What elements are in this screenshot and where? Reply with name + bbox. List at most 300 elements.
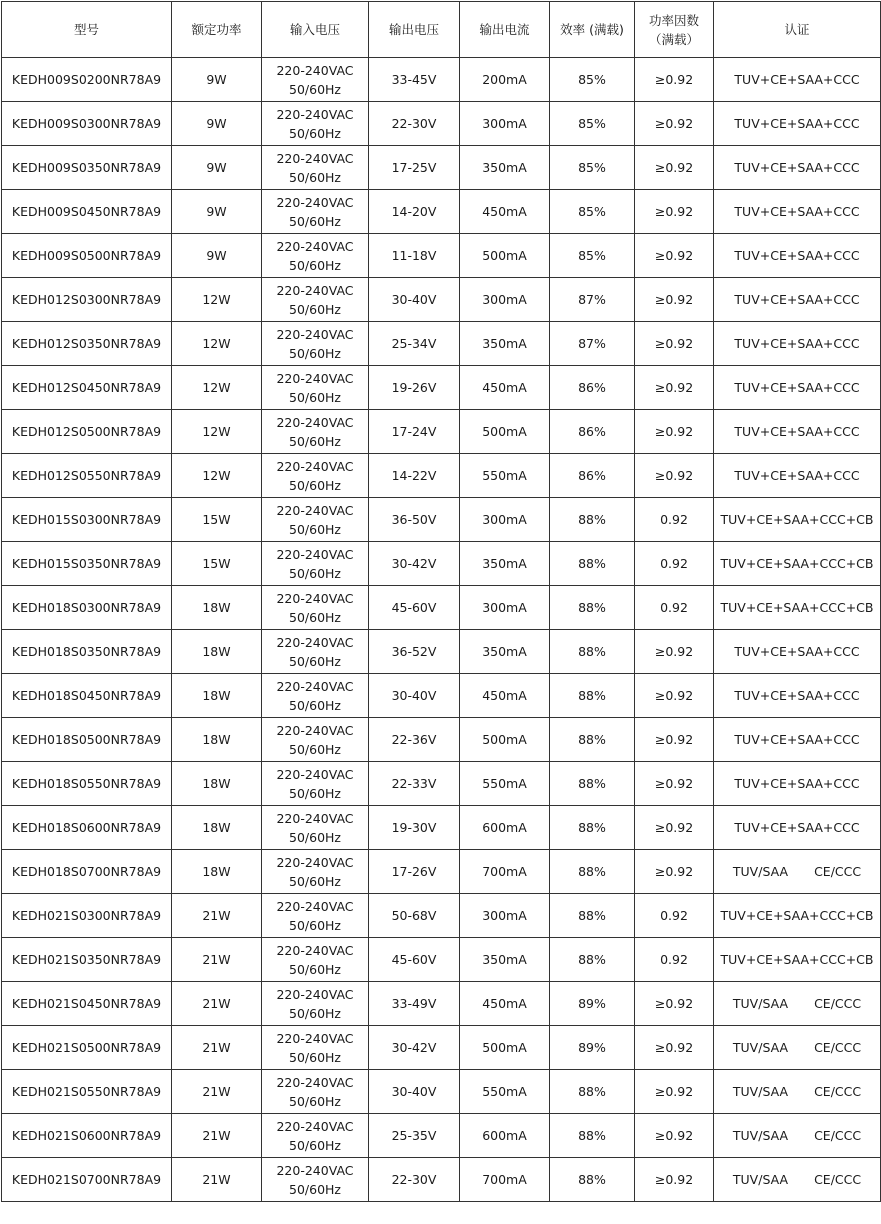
power-factor-cell: ≥0.92 — [635, 718, 714, 762]
rated-power-cell: 9W — [172, 190, 262, 234]
certification-part-a: TUV/SAA — [732, 864, 789, 879]
certification-part-a: TUV/SAA — [732, 1172, 789, 1187]
header-power-factor-line2: （满载） — [648, 31, 699, 47]
certification-part-a: TUV/SAA — [732, 996, 789, 1011]
output-current-cell: 450mA — [460, 674, 550, 718]
output-current-cell: 500mA — [460, 1026, 550, 1070]
rated-power-cell: 12W — [172, 322, 262, 366]
certification-part-b: CE/CCC — [814, 1172, 862, 1187]
input-voltage-line2: 50/60Hz — [289, 1137, 341, 1153]
power-factor-cell: 0.92 — [635, 894, 714, 938]
input-voltage-line1: 220-240VAC — [276, 1030, 354, 1046]
input-voltage-line1: 220-240VAC — [276, 106, 354, 122]
power-factor-cell: ≥0.92 — [635, 322, 714, 366]
rated-power-cell: 18W — [172, 674, 262, 718]
table-row — [2, 102, 881, 146]
certification-cell: TUV+CE+SAA+CCC — [714, 278, 881, 322]
input-voltage-line2: 50/60Hz — [289, 213, 341, 229]
rated-power-cell: 18W — [172, 718, 262, 762]
model-cell: KEDH018S0350NR78A9 — [2, 630, 172, 674]
table-row — [2, 1070, 881, 1114]
output-voltage-cell: 30-40V — [369, 278, 460, 322]
efficiency-cell: 87% — [550, 278, 635, 322]
output-voltage-cell: 14-22V — [369, 454, 460, 498]
input-voltage-cell — [262, 498, 369, 542]
efficiency-cell: 88% — [550, 894, 635, 938]
certification-cell: TUV+CE+SAA+CCC+CB — [714, 938, 881, 982]
output-voltage-cell: 30-40V — [369, 1070, 460, 1114]
input-voltage-line1: 220-240VAC — [276, 370, 354, 386]
output-voltage-cell: 25-35V — [369, 1114, 460, 1158]
output-current-cell: 350mA — [460, 542, 550, 586]
power-factor-cell: ≥0.92 — [635, 850, 714, 894]
input-voltage-cell — [262, 102, 369, 146]
input-voltage-line1: 220-240VAC — [276, 502, 354, 518]
output-voltage-cell: 19-26V — [369, 366, 460, 410]
output-current-cell: 450mA — [460, 190, 550, 234]
rated-power-cell: 9W — [172, 58, 262, 102]
certification-cell: TUV+CE+SAA+CCC — [714, 58, 881, 102]
output-voltage-cell: 22-30V — [369, 1158, 460, 1202]
output-voltage-cell: 22-30V — [369, 102, 460, 146]
power-factor-cell: ≥0.92 — [635, 674, 714, 718]
input-voltage-cell — [262, 146, 369, 190]
model-cell: KEDH009S0200NR78A9 — [2, 58, 172, 102]
model-cell: KEDH021S0550NR78A9 — [2, 1070, 172, 1114]
input-voltage-line1: 220-240VAC — [276, 854, 354, 870]
output-voltage-cell: 22-33V — [369, 762, 460, 806]
efficiency-cell: 85% — [550, 102, 635, 146]
power-factor-cell: ≥0.92 — [635, 982, 714, 1026]
input-voltage-cell — [262, 674, 369, 718]
input-voltage-line2: 50/60Hz — [289, 1181, 341, 1197]
table-row — [2, 718, 881, 762]
table-row — [2, 806, 881, 850]
input-voltage-line2: 50/60Hz — [289, 125, 341, 141]
input-voltage-cell — [262, 1114, 369, 1158]
input-voltage-line2: 50/60Hz — [289, 829, 341, 845]
output-voltage-cell: 36-52V — [369, 630, 460, 674]
table-row — [2, 322, 881, 366]
rated-power-cell: 18W — [172, 850, 262, 894]
power-factor-cell: ≥0.92 — [635, 630, 714, 674]
rated-power-cell: 18W — [172, 806, 262, 850]
model-cell: KEDH012S0550NR78A9 — [2, 454, 172, 498]
certification-cell: TUV+CE+SAA+CCC — [714, 234, 881, 278]
certification-part-b: CE/CCC — [814, 1084, 862, 1099]
table-row — [2, 498, 881, 542]
rated-power-cell: 21W — [172, 1026, 262, 1070]
model-cell: KEDH012S0450NR78A9 — [2, 366, 172, 410]
input-voltage-line1: 220-240VAC — [276, 414, 354, 430]
output-voltage-cell: 30-40V — [369, 674, 460, 718]
table-row — [2, 234, 881, 278]
output-current-cell: 300mA — [460, 278, 550, 322]
power-factor-cell: 0.92 — [635, 938, 714, 982]
input-voltage-line1: 220-240VAC — [276, 898, 354, 914]
input-voltage-cell — [262, 806, 369, 850]
power-factor-cell: 0.92 — [635, 586, 714, 630]
input-voltage-line1: 220-240VAC — [276, 986, 354, 1002]
header-certification: 认证 — [714, 2, 881, 58]
input-voltage-line2: 50/60Hz — [289, 477, 341, 493]
efficiency-cell: 85% — [550, 234, 635, 278]
power-factor-cell: ≥0.92 — [635, 102, 714, 146]
input-voltage-line2: 50/60Hz — [289, 565, 341, 581]
input-voltage-line2: 50/60Hz — [289, 741, 341, 757]
certification-cell — [714, 1158, 881, 1202]
rated-power-cell: 21W — [172, 1114, 262, 1158]
output-current-cell: 350mA — [460, 938, 550, 982]
table-row — [2, 586, 881, 630]
input-voltage-line2: 50/60Hz — [289, 81, 341, 97]
output-voltage-cell: 17-24V — [369, 410, 460, 454]
input-voltage-cell — [262, 366, 369, 410]
efficiency-cell: 88% — [550, 938, 635, 982]
model-cell: KEDH018S0600NR78A9 — [2, 806, 172, 850]
output-current-cell: 300mA — [460, 498, 550, 542]
input-voltage-cell — [262, 850, 369, 894]
efficiency-cell: 87% — [550, 322, 635, 366]
rated-power-cell: 9W — [172, 234, 262, 278]
model-cell: KEDH009S0300NR78A9 — [2, 102, 172, 146]
output-voltage-cell: 11-18V — [369, 234, 460, 278]
input-voltage-line1: 220-240VAC — [276, 458, 354, 474]
output-current-cell: 700mA — [460, 850, 550, 894]
table-row — [2, 1158, 881, 1202]
input-voltage-cell — [262, 454, 369, 498]
table-row — [2, 850, 881, 894]
power-factor-cell: ≥0.92 — [635, 366, 714, 410]
model-cell: KEDH021S0500NR78A9 — [2, 1026, 172, 1070]
model-cell: KEDH009S0450NR78A9 — [2, 190, 172, 234]
table-row — [2, 278, 881, 322]
input-voltage-line1: 220-240VAC — [276, 282, 354, 298]
output-current-cell: 500mA — [460, 718, 550, 762]
output-voltage-cell: 45-60V — [369, 938, 460, 982]
output-voltage-cell: 25-34V — [369, 322, 460, 366]
power-factor-cell: ≥0.92 — [635, 58, 714, 102]
certification-cell — [714, 1114, 881, 1158]
output-current-cell: 350mA — [460, 146, 550, 190]
rated-power-cell: 21W — [172, 938, 262, 982]
header-model: 型号 — [2, 2, 172, 58]
table-row — [2, 762, 881, 806]
certification-cell: TUV+CE+SAA+CCC — [714, 454, 881, 498]
model-cell: KEDH018S0700NR78A9 — [2, 850, 172, 894]
rated-power-cell: 21W — [172, 894, 262, 938]
efficiency-cell: 86% — [550, 410, 635, 454]
efficiency-cell: 89% — [550, 1026, 635, 1070]
power-factor-cell: ≥0.92 — [635, 1070, 714, 1114]
power-factor-cell: ≥0.92 — [635, 1026, 714, 1070]
model-cell: KEDH012S0300NR78A9 — [2, 278, 172, 322]
table-row — [2, 894, 881, 938]
rated-power-cell: 18W — [172, 630, 262, 674]
model-cell: KEDH021S0450NR78A9 — [2, 982, 172, 1026]
efficiency-cell: 85% — [550, 58, 635, 102]
input-voltage-line2: 50/60Hz — [289, 609, 341, 625]
input-voltage-line1: 220-240VAC — [276, 766, 354, 782]
input-voltage-cell — [262, 894, 369, 938]
input-voltage-line1: 220-240VAC — [276, 942, 354, 958]
header-efficiency: 效率 (满载) — [550, 2, 635, 58]
input-voltage-line1: 220-240VAC — [276, 1162, 354, 1178]
input-voltage-line2: 50/60Hz — [289, 169, 341, 185]
output-voltage-cell: 30-42V — [369, 542, 460, 586]
power-factor-cell: ≥0.92 — [635, 146, 714, 190]
input-voltage-line1: 220-240VAC — [276, 238, 354, 254]
certification-part-b: CE/CCC — [814, 996, 862, 1011]
rated-power-cell: 21W — [172, 1070, 262, 1114]
model-cell: KEDH021S0350NR78A9 — [2, 938, 172, 982]
input-voltage-cell — [262, 234, 369, 278]
input-voltage-line1: 220-240VAC — [276, 1118, 354, 1134]
rated-power-cell: 12W — [172, 454, 262, 498]
efficiency-cell: 88% — [550, 674, 635, 718]
input-voltage-line2: 50/60Hz — [289, 697, 341, 713]
output-current-cell: 600mA — [460, 806, 550, 850]
model-cell: KEDH021S0300NR78A9 — [2, 894, 172, 938]
input-voltage-line1: 220-240VAC — [276, 1074, 354, 1090]
power-factor-cell: 0.92 — [635, 542, 714, 586]
certification-cell: TUV+CE+SAA+CCC+CB — [714, 894, 881, 938]
certification-cell: TUV+CE+SAA+CCC — [714, 762, 881, 806]
certification-part-b: CE/CCC — [814, 1040, 862, 1055]
certification-cell: TUV+CE+SAA+CCC — [714, 102, 881, 146]
input-voltage-line1: 220-240VAC — [276, 634, 354, 650]
input-voltage-line1: 220-240VAC — [276, 590, 354, 606]
output-current-cell: 300mA — [460, 894, 550, 938]
power-factor-cell: 0.92 — [635, 498, 714, 542]
output-voltage-cell: 50-68V — [369, 894, 460, 938]
output-current-cell: 550mA — [460, 762, 550, 806]
certification-cell: TUV+CE+SAA+CCC — [714, 146, 881, 190]
input-voltage-cell — [262, 762, 369, 806]
input-voltage-cell — [262, 278, 369, 322]
model-cell: KEDH018S0300NR78A9 — [2, 586, 172, 630]
certification-cell: TUV+CE+SAA+CCC — [714, 190, 881, 234]
output-current-cell: 550mA — [460, 454, 550, 498]
input-voltage-line1: 220-240VAC — [276, 546, 354, 562]
efficiency-cell: 88% — [550, 630, 635, 674]
certification-cell — [714, 1070, 881, 1114]
power-factor-cell: ≥0.92 — [635, 1158, 714, 1202]
output-current-cell: 350mA — [460, 322, 550, 366]
table-row — [2, 58, 881, 102]
input-voltage-line2: 50/60Hz — [289, 301, 341, 317]
output-current-cell: 300mA — [460, 102, 550, 146]
input-voltage-line2: 50/60Hz — [289, 345, 341, 361]
output-voltage-cell: 45-60V — [369, 586, 460, 630]
efficiency-cell: 88% — [550, 586, 635, 630]
output-voltage-cell: 36-50V — [369, 498, 460, 542]
power-factor-cell: ≥0.92 — [635, 410, 714, 454]
table-row — [2, 630, 881, 674]
certification-cell — [714, 1026, 881, 1070]
input-voltage-cell — [262, 718, 369, 762]
table-row — [2, 982, 881, 1026]
header-power-factor — [635, 2, 714, 58]
input-voltage-line1: 220-240VAC — [276, 194, 354, 210]
power-factor-cell: ≥0.92 — [635, 278, 714, 322]
input-voltage-line1: 220-240VAC — [276, 722, 354, 738]
header-output-voltage: 输出电压 — [369, 2, 460, 58]
input-voltage-line2: 50/60Hz — [289, 1005, 341, 1021]
model-cell: KEDH009S0350NR78A9 — [2, 146, 172, 190]
rated-power-cell: 15W — [172, 542, 262, 586]
rated-power-cell: 15W — [172, 498, 262, 542]
table-row — [2, 1026, 881, 1070]
input-voltage-line2: 50/60Hz — [289, 917, 341, 933]
rated-power-cell: 18W — [172, 762, 262, 806]
certification-part-b: CE/CCC — [814, 1128, 862, 1143]
output-current-cell: 600mA — [460, 1114, 550, 1158]
header-power-factor-line1: 功率因数 — [648, 12, 699, 28]
power-factor-cell: ≥0.92 — [635, 806, 714, 850]
certification-cell: TUV+CE+SAA+CCC — [714, 322, 881, 366]
input-voltage-cell — [262, 586, 369, 630]
input-voltage-cell — [262, 1070, 369, 1114]
model-cell: KEDH018S0550NR78A9 — [2, 762, 172, 806]
input-voltage-line2: 50/60Hz — [289, 653, 341, 669]
efficiency-cell: 88% — [550, 1070, 635, 1114]
input-voltage-cell — [262, 58, 369, 102]
driver-spec-table — [1, 1, 881, 1202]
rated-power-cell: 12W — [172, 278, 262, 322]
rated-power-cell: 21W — [172, 1158, 262, 1202]
table-row — [2, 938, 881, 982]
table-row — [2, 1114, 881, 1158]
efficiency-cell: 88% — [550, 762, 635, 806]
certification-cell: TUV+CE+SAA+CCC — [714, 410, 881, 454]
output-voltage-cell: 17-26V — [369, 850, 460, 894]
power-factor-cell: ≥0.92 — [635, 1114, 714, 1158]
input-voltage-line2: 50/60Hz — [289, 873, 341, 889]
model-cell: KEDH012S0350NR78A9 — [2, 322, 172, 366]
model-cell: KEDH012S0500NR78A9 — [2, 410, 172, 454]
output-current-cell: 300mA — [460, 586, 550, 630]
rated-power-cell: 21W — [172, 982, 262, 1026]
output-voltage-cell: 22-36V — [369, 718, 460, 762]
rated-power-cell: 12W — [172, 366, 262, 410]
input-voltage-line2: 50/60Hz — [289, 1049, 341, 1065]
efficiency-cell: 86% — [550, 454, 635, 498]
input-voltage-line2: 50/60Hz — [289, 785, 341, 801]
certification-part-b: CE/CCC — [814, 864, 862, 879]
model-cell: KEDH021S0600NR78A9 — [2, 1114, 172, 1158]
certification-cell: TUV+CE+SAA+CCC — [714, 718, 881, 762]
input-voltage-cell — [262, 542, 369, 586]
input-voltage-line2: 50/60Hz — [289, 521, 341, 537]
output-current-cell: 450mA — [460, 982, 550, 1026]
input-voltage-line2: 50/60Hz — [289, 257, 341, 273]
efficiency-cell: 86% — [550, 366, 635, 410]
certification-cell — [714, 982, 881, 1026]
certification-part-a: TUV/SAA — [732, 1040, 789, 1055]
rated-power-cell: 18W — [172, 586, 262, 630]
certification-cell: TUV+CE+SAA+CCC — [714, 366, 881, 410]
output-current-cell: 200mA — [460, 58, 550, 102]
output-voltage-cell: 33-49V — [369, 982, 460, 1026]
model-cell: KEDH015S0350NR78A9 — [2, 542, 172, 586]
table-row — [2, 410, 881, 454]
input-voltage-cell — [262, 410, 369, 454]
input-voltage-line2: 50/60Hz — [289, 389, 341, 405]
certification-cell: TUV+CE+SAA+CCC — [714, 806, 881, 850]
certification-part-a: TUV/SAA — [732, 1128, 789, 1143]
efficiency-cell: 88% — [550, 718, 635, 762]
certification-cell: TUV+CE+SAA+CCC+CB — [714, 542, 881, 586]
output-current-cell: 350mA — [460, 630, 550, 674]
table-row — [2, 674, 881, 718]
output-current-cell: 700mA — [460, 1158, 550, 1202]
input-voltage-cell — [262, 982, 369, 1026]
input-voltage-line1: 220-240VAC — [276, 62, 354, 78]
input-voltage-line2: 50/60Hz — [289, 1093, 341, 1109]
table-row — [2, 366, 881, 410]
header-rated-power: 额定功率 — [172, 2, 262, 58]
efficiency-cell: 88% — [550, 1158, 635, 1202]
efficiency-cell: 88% — [550, 498, 635, 542]
certification-cell — [714, 850, 881, 894]
model-cell: KEDH018S0500NR78A9 — [2, 718, 172, 762]
efficiency-cell: 85% — [550, 146, 635, 190]
model-cell: KEDH021S0700NR78A9 — [2, 1158, 172, 1202]
model-cell: KEDH009S0500NR78A9 — [2, 234, 172, 278]
header-output-current: 输出电流 — [460, 2, 550, 58]
certification-cell: TUV+CE+SAA+CCC — [714, 674, 881, 718]
power-factor-cell: ≥0.92 — [635, 190, 714, 234]
power-factor-cell: ≥0.92 — [635, 762, 714, 806]
output-voltage-cell: 19-30V — [369, 806, 460, 850]
power-factor-cell: ≥0.92 — [635, 454, 714, 498]
input-voltage-cell — [262, 190, 369, 234]
certification-part-a: TUV/SAA — [732, 1084, 789, 1099]
output-voltage-cell: 33-45V — [369, 58, 460, 102]
efficiency-cell: 85% — [550, 190, 635, 234]
input-voltage-line2: 50/60Hz — [289, 433, 341, 449]
input-voltage-line1: 220-240VAC — [276, 326, 354, 342]
output-voltage-cell: 17-25V — [369, 146, 460, 190]
rated-power-cell: 9W — [172, 102, 262, 146]
input-voltage-line1: 220-240VAC — [276, 678, 354, 694]
output-voltage-cell: 30-42V — [369, 1026, 460, 1070]
input-voltage-line2: 50/60Hz — [289, 961, 341, 977]
header-input-voltage: 输入电压 — [262, 2, 369, 58]
input-voltage-cell — [262, 630, 369, 674]
input-voltage-line1: 220-240VAC — [276, 150, 354, 166]
input-voltage-cell — [262, 1026, 369, 1070]
certification-cell: TUV+CE+SAA+CCC — [714, 630, 881, 674]
output-voltage-cell: 14-20V — [369, 190, 460, 234]
input-voltage-cell — [262, 1158, 369, 1202]
input-voltage-line1: 220-240VAC — [276, 810, 354, 826]
table-row — [2, 146, 881, 190]
output-current-cell: 450mA — [460, 366, 550, 410]
output-current-cell: 500mA — [460, 234, 550, 278]
output-current-cell: 500mA — [460, 410, 550, 454]
power-factor-cell: ≥0.92 — [635, 234, 714, 278]
input-voltage-cell — [262, 322, 369, 366]
table-row — [2, 542, 881, 586]
rated-power-cell: 9W — [172, 146, 262, 190]
output-current-cell: 550mA — [460, 1070, 550, 1114]
rated-power-cell: 12W — [172, 410, 262, 454]
efficiency-cell: 88% — [550, 1114, 635, 1158]
efficiency-cell: 88% — [550, 806, 635, 850]
table-row — [2, 190, 881, 234]
